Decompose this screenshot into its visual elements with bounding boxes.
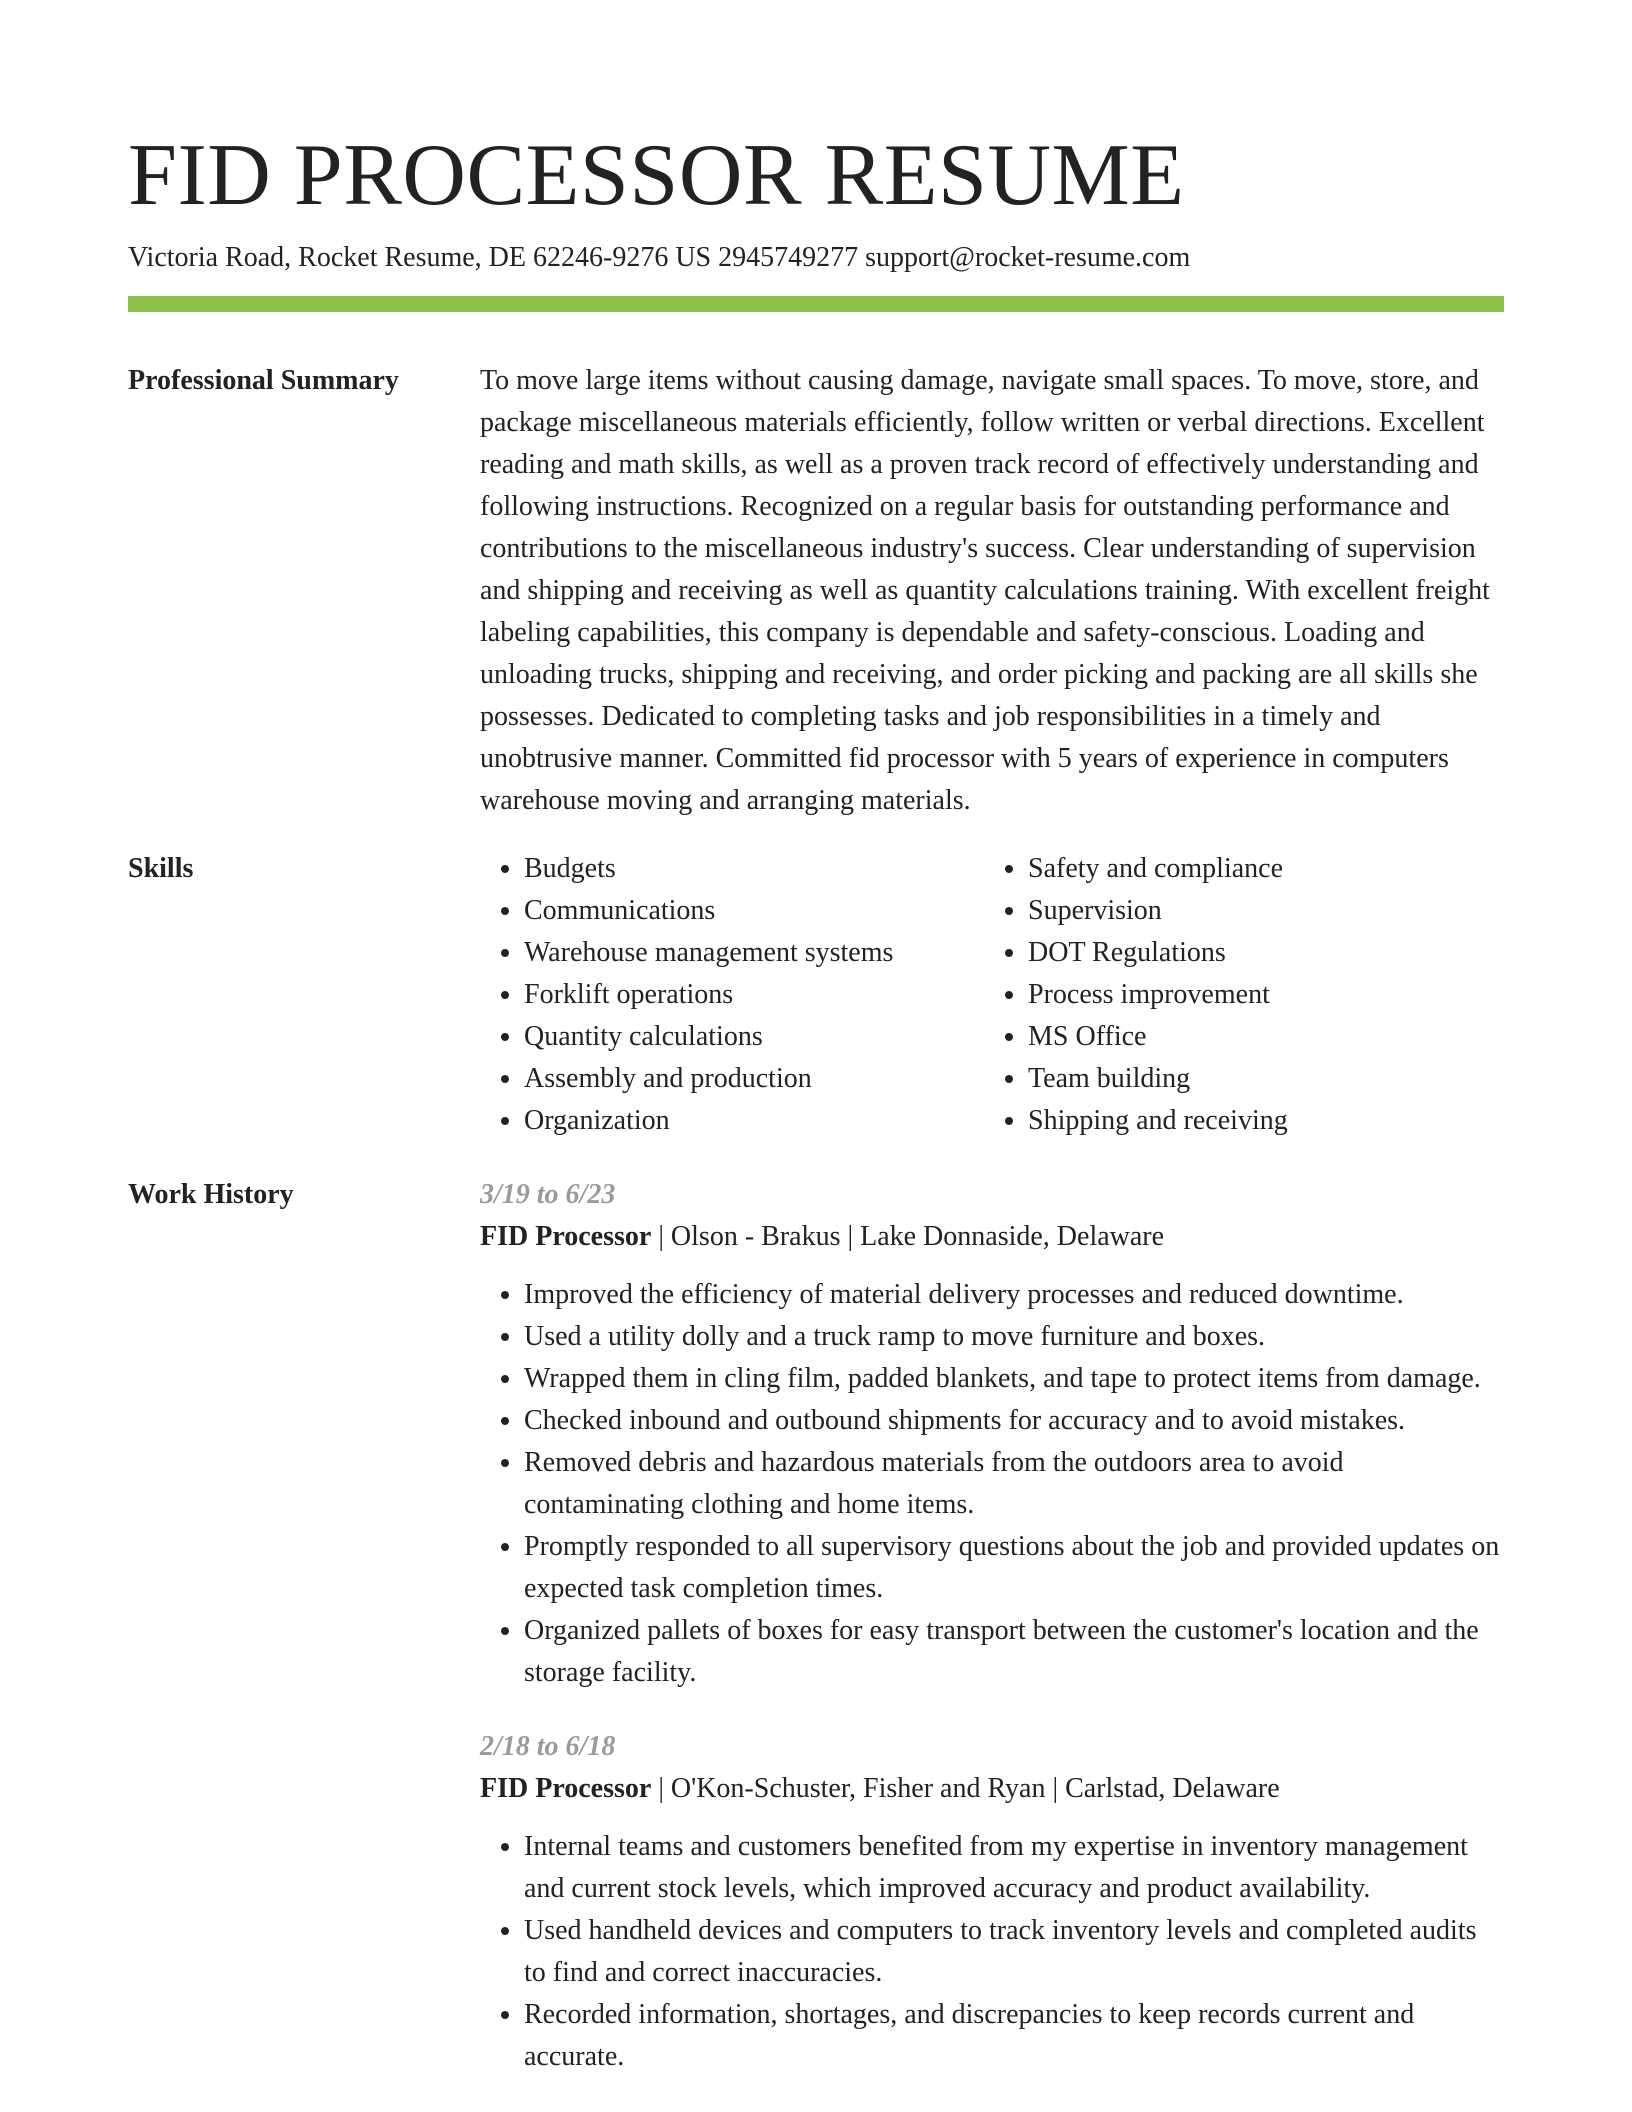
skill-item: • Safety and compliance [1028, 848, 1488, 890]
job-dates: 3/19 to 6/23 [480, 1179, 616, 1210]
resume-title: FID PROCESSOR RESUME [128, 127, 1185, 224]
work-history-heading: Work History [128, 1179, 294, 1210]
contact-line: Victoria Road, Rocket Resume, DE 62246-9276 US 2945749277 support@rocket-resume.com [128, 242, 1191, 273]
skill-item: • Quantity calculations [524, 1016, 984, 1058]
work-history-section [128, 1174, 1504, 2096]
job-bullets [480, 1826, 1504, 2078]
job-dates: 2/18 to 6/18 [480, 1731, 616, 1762]
skill-item: • Warehouse management systems [524, 932, 984, 974]
skill-item: • Process improvement [1028, 974, 1488, 1016]
skill-item: • Supervision [1028, 890, 1488, 932]
summary-body [480, 360, 1504, 822]
job-title: FID Processor [480, 1221, 652, 1252]
skill-item: • MS Office [1028, 1016, 1488, 1058]
work-history-body [480, 1174, 1504, 2096]
skill-item: • Communications [524, 890, 984, 932]
job-employer-location: | O'Kon-Schuster, Fisher and Ryan | Carlstad, Delaware [651, 1773, 1280, 1804]
skills-body [480, 848, 1504, 1142]
skill-item: • Forklift operations [524, 974, 984, 1016]
summary-text: To move large items without causing damage, navigate small spaces. To move, store, and package miscellaneous materials efficiently, follow written or verbal directions. Excellent reading and math skills, as well as a proven track record of effectively understanding and following instructions. Recognized on a regular basis for outstanding performance and contributions to the miscellaneous industry's success. Clear understanding of supervision and shipping and receiving as well as quantity calculations training. With excellent freight labeling capabilities, this company is dependable and safety-conscious. Loading and unloading trucks, shipping and receiving, and order picking and packing are all skills she possesses. Dedicated to completing tasks and job responsibilities in a timely and unobtrusive manner. Committed fid processor with 5 years of experience in computers warehouse moving and arranging materials. [480, 365, 1490, 816]
job-employer-location: | Olson - Brakus | Lake Donnaside, Delaware [651, 1221, 1165, 1252]
skill-item: • Team building [1028, 1058, 1488, 1100]
skill-item: • Budgets [524, 848, 984, 890]
skills-section [128, 848, 1504, 1142]
skills-heading: Skills [128, 853, 194, 884]
skill-item: • Shipping and receiving [1028, 1100, 1488, 1142]
job-bullet: • Used a utility dolly and a truck ramp to move furniture and boxes. [524, 1316, 1504, 1358]
skills-column-right [984, 848, 1488, 1142]
summary-section [128, 360, 1504, 822]
job-bullets [480, 1274, 1504, 1694]
job-title-line [480, 1216, 1504, 1258]
accent-divider [128, 296, 1504, 312]
job-bullet: • Improved the efficiency of material delivery processes and reduced downtime. [524, 1274, 1504, 1316]
skills-column-left [480, 848, 984, 1142]
skill-item: • Assembly and production [524, 1058, 984, 1100]
job-bullet: • Wrapped them in cling film, padded blankets, and tape to protect items from damage. [524, 1358, 1504, 1400]
skill-item: • Organization [524, 1100, 984, 1142]
job-bullet: • Removed debris and hazardous materials from the outdoors area to avoid contaminating clothing and home items. [524, 1442, 1504, 1526]
job-bullet: • Organized pallets of boxes for easy transport between the customer's location and the storage facility. [524, 1610, 1504, 1694]
job-title-line [480, 1768, 1504, 1810]
job-title: FID Processor [480, 1773, 652, 1804]
job-bullet: • Internal teams and customers benefited from my expertise in inventory management and current stock levels, which improved accuracy and product availability. [524, 1826, 1504, 1910]
job-entry [480, 1726, 1504, 2078]
job-bullet: • Promptly responded to all supervisory questions about the job and provided updates on expected task completion times. [524, 1526, 1504, 1610]
job-bullet: • Checked inbound and outbound shipments for accuracy and to avoid mistakes. [524, 1400, 1504, 1442]
job-bullet: • Recorded information, shortages, and discrepancies to keep records current and accurate. [524, 1994, 1504, 2078]
job-entry [480, 1174, 1504, 1694]
job-bullet: • Used handheld devices and computers to track inventory levels and completed audits to find and correct inaccuracies. [524, 1910, 1504, 1994]
skill-item: • DOT Regulations [1028, 932, 1488, 974]
skills-grid [480, 848, 1504, 1142]
summary-heading: Professional Summary [128, 365, 399, 396]
